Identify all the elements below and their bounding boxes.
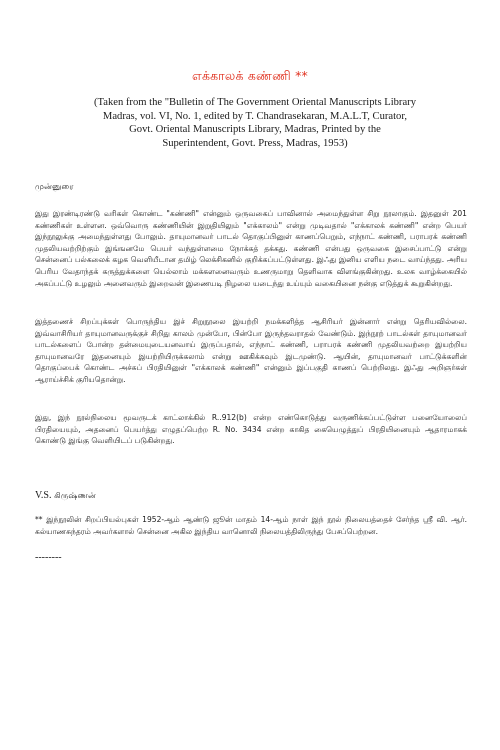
source-citation xyxy=(40,96,470,150)
source-line: (Taken from the "Bulletin of The Government Oriental Manuscripts Library xyxy=(94,97,416,108)
paragraph-sources: இது, இந் நூல்நிலைய மூவருடக் காட்லாக்கில் R..912(b) என்ற எண்கொடுத்து வருணிக்கப்பட்டுள்ள பனையோலைப் பிரதியையும், அதனைப் பெயர்த்து எழுதப்பெற்ற R. No. 3434 என்ற காகித கையெழுத்துப் பிரதியினையும் ஆதாரமாகக் கொண்டு இங்கு வெளியிடப் படுகின்றது. xyxy=(35,413,467,446)
separator-line: -------- xyxy=(35,552,62,563)
source-line: Madras, vol. VI, No. 1, edited by T. Chandrasekaran, M.A.L.T, Curator, xyxy=(102,110,408,122)
author-signature xyxy=(35,490,96,502)
paragraph-intro: இது இரண்டிரண்டு வரிகள் கொண்ட "கண்ணி" என்னும் ஒருவகைப் பாவினால் அமைந்துள்ள சிறு நூலாகும். இதனுள் 201 கண்ணிகள் உள்ளன. ஒவ்வொரு கண்ணியின் இறுதியிலும் "எக்காலம்" என்று முடிவதால் "எக்காலக் கண்ணி" என்ற பெயர் இந்நூலுக்கு அமைந்துள்ளது போலும். தாயுமானவர் பாடல் தொகுப்பினுள் காணப்பெறும், எந்நாட் கண்ணி, பராபரக் கண்ணி முதலியவற்றிற்கும் இங்ஙனமே பெயர் வந்துள்ளமை நோக்கத் தக்கது. கண்ணி என்பது ஒருவகை இசைப்பாட்டு என்று சென்னைப் பல்கலைக் கழக வெளியீடான தமிழ் லெக்சிகனில் குறிக்கப்பட்டுள்ளது. இஃது இனிய எளிய நடை வாய்ந்தது. அரிய பெரிய வேதாந்தக் கருத்துக்களை யெல்லாம் மக்களனைவரும் உணருமாறு தெளிவாக விளங்குகின்றது. உலக வாழ்க்கையில் அகப்பட்டு உழலும் அனைவரும் இறைவன் இணையடி நிழலை யடைந்து உய்யும் வகையினை நன்கு எடுத்துக் கூறுகின்றது. xyxy=(35,209,467,288)
author-name: கிருஷ்ணன் xyxy=(54,490,96,500)
footnote: ** இந்நூலின் சிறப்பியல்புகள் 1952-ஆம் ஆண்டு ஜூன் மாதம் 14-ஆம் நாள் இந் நூல் நிலையத்தைச் சேர்ந்த ஸ்ரீ வி. ஆர். கல்யாணசுந்தரம் அவர்களால் சென்னை அகில இந்திய வானொலி நிலையத்திலிருந்து பேசப்பெற்றன. xyxy=(35,515,467,536)
preface-heading: முன்னுரை xyxy=(35,181,74,191)
page-title: எக்காலக் கண்ணி ** xyxy=(192,68,308,83)
paragraph-authorship: இத்தணைச் சிறப்புக்கள் பொருந்திய இச் சிறுநூலை இயற்றி நமக்களித்த ஆசிரியர் இன்னார் என்று தெரியவில்லை. இவ்வாசிரியர் தாயுமானவருக்குச் சிறிது காலம் முன்போ, பின்போ இருந்தவராதல் வேண்டும். இந்நூற் பாடல்கள் தாயுமானவர் பாடல்களைப் போன்ற தன்மையுடையனவாய் இருப்பதால், எந்நாட் கண்ணி, பராபரக் கண்ணி முதலியவற்றை இயற்றிய தாயுமானவரே இதனையும் இயற்றியிருக்கலாம் என்று ஊகிக்கவும் இடமுண்டு. ஆயின், தாயுமானவர் பாட்டுக்களின் தொகுப்பைக் கொண்ட அச்சுப் பிரதியினுள் "எக்காலக் கண்ணி" என்னும் இப்பகுதி காணப் பெற்றிலது. இஃது அறிஞர்கள் ஆராய்ச்சிக் குரியதொன்று. xyxy=(35,317,467,384)
author-initials: V.S. xyxy=(35,490,52,501)
source-line: Govt. Oriental Manuscripts Library, Madras, Printed by the xyxy=(129,124,381,136)
source-line: Superintendent, Govt. Press, Madras, 1953) xyxy=(162,137,348,149)
